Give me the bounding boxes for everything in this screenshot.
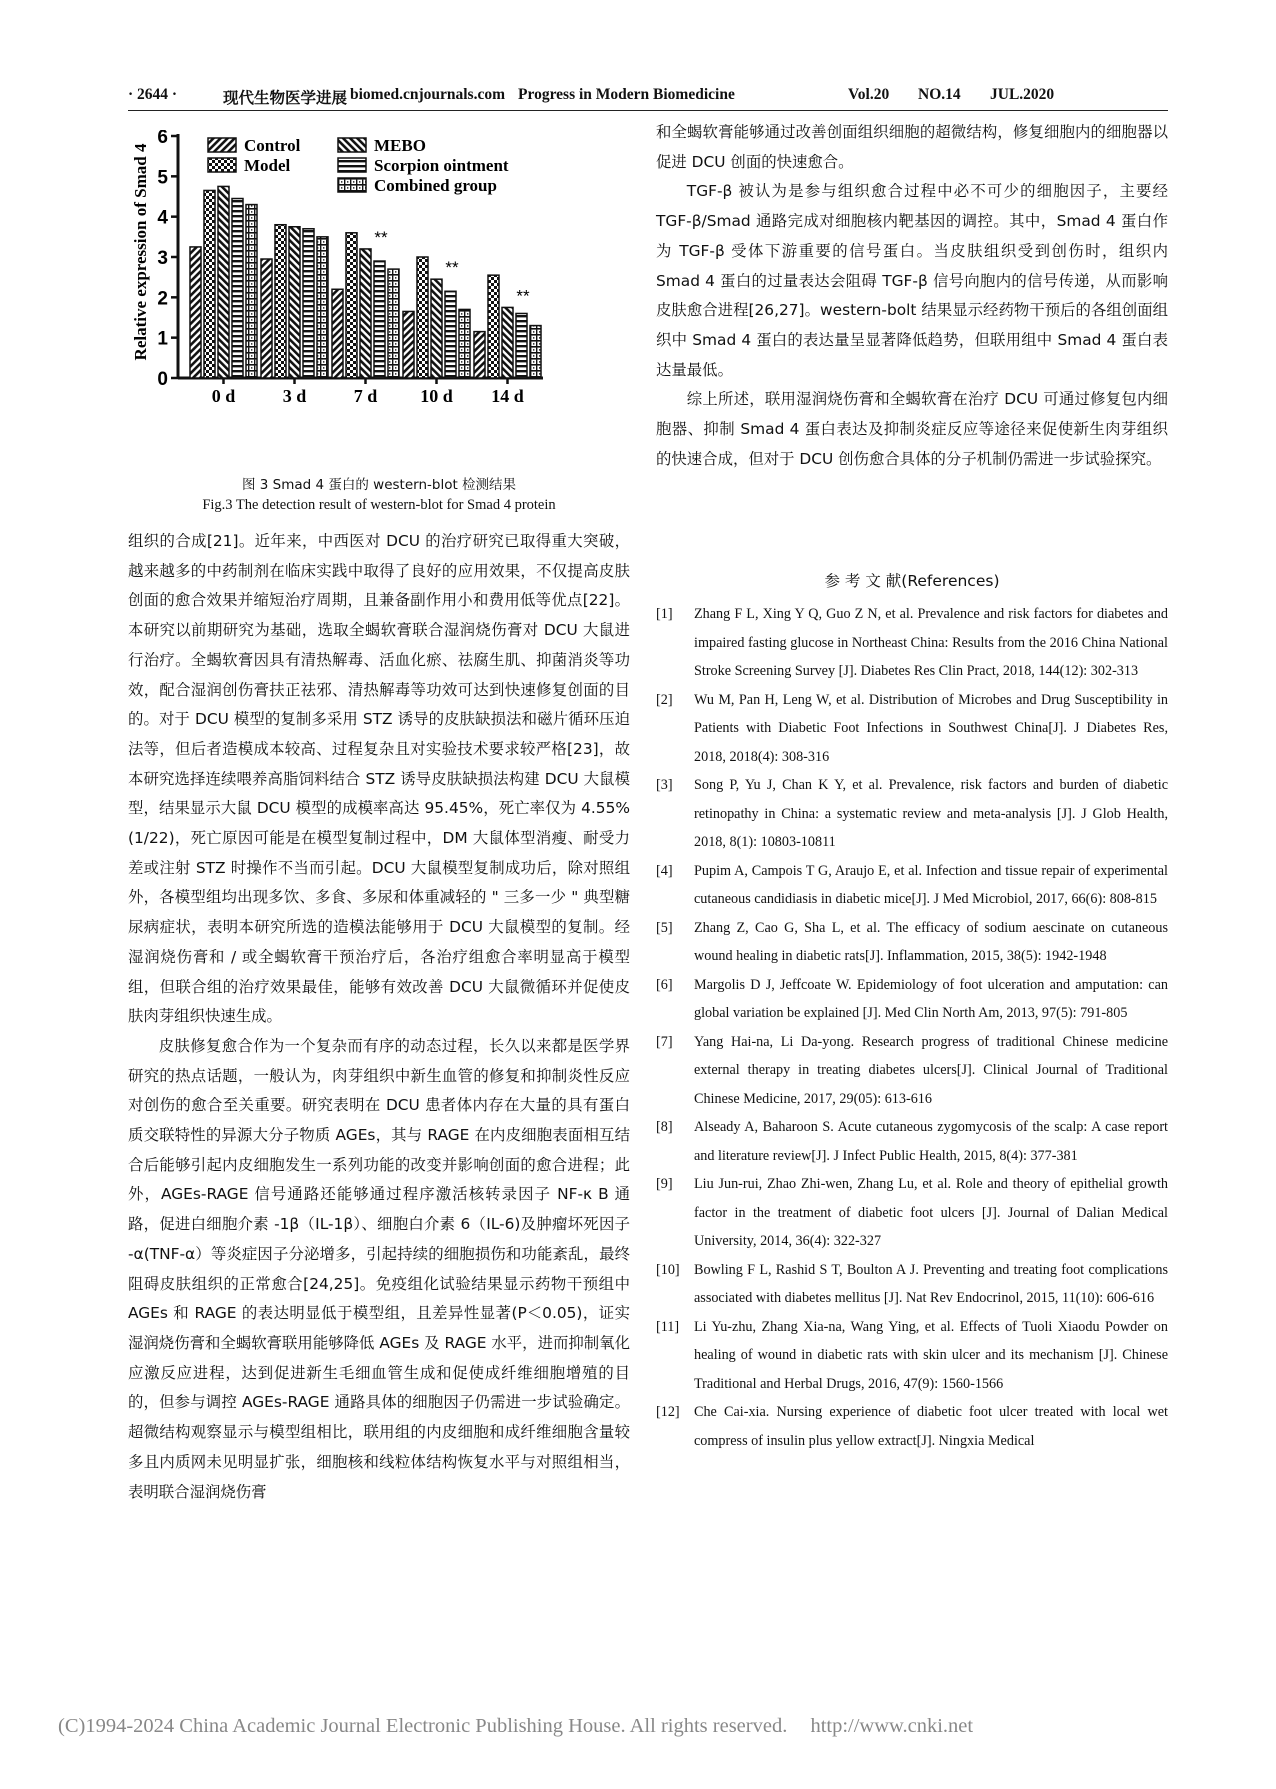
bar-mebo xyxy=(360,249,371,378)
y-tick-label: 0 xyxy=(157,369,168,390)
bar-combined-group xyxy=(246,205,257,378)
bar-mebo xyxy=(289,227,300,378)
significance-marker: ** xyxy=(374,227,388,247)
reference-text: Song P, Yu J, Chan K Y, et al. Prevalence, risk factors and burden of diabetic retinopathy in China: a systematic review and meta-analysis [J]. J Glob Health, 2018, 8(1): 10803-10811 xyxy=(694,777,1168,850)
reference-text: Alseady A, Baharoon S. Acute cutaneous zygomycosis of the scalp: A case report and literature review[J]. J Infect Public Health, 2015, 8(4): 377-381 xyxy=(694,1119,1168,1164)
reference-number: [6] xyxy=(656,976,673,993)
legend-label: MEBO xyxy=(374,136,426,155)
legend-swatch xyxy=(338,158,366,172)
reference-text: Yang Hai-na, Li Da-yong. Research progress of traditional Chinese medicine external therapy in treating diabetes ulcers[J]. Clinical Journal of Traditional Chinese Medicine, 2017, 29(05): 613-616 xyxy=(694,1033,1168,1107)
page-number: · 2644 · xyxy=(128,86,178,103)
reference-item xyxy=(656,1256,1168,1313)
journal-site: biomed.cnjournals.com xyxy=(350,86,505,103)
issue-date: JUL.2020 xyxy=(990,86,1055,103)
bar-scorpion-ointment xyxy=(232,199,243,378)
reference-item xyxy=(656,1313,1168,1399)
journal-name-cn: 现代生物医学进展 xyxy=(223,90,348,107)
reference-number: [3] xyxy=(656,777,673,793)
bar-scorpion-ointment xyxy=(374,261,385,378)
copyright-text: (C)1994-2024 China Academic Journal Electronic Publishing House. All rights reserved. xyxy=(58,1715,788,1737)
x-tick-label: 10 d xyxy=(420,386,453,406)
bar-combined-group xyxy=(317,237,328,378)
y-tick-label: 6 xyxy=(157,130,168,148)
legend-label: Combined group xyxy=(374,176,497,195)
significance-marker: ** xyxy=(445,258,459,278)
bar-mebo xyxy=(431,279,442,378)
figure-caption-cn: 图 3 Smad 4 蛋白的 western-blot 检测结果 xyxy=(241,477,517,493)
references-heading: 参 考 文 献(References) xyxy=(824,572,1000,590)
bar-control xyxy=(261,259,272,378)
bar-model xyxy=(346,233,357,378)
x-tick-label: 7 d xyxy=(353,386,378,406)
reference-number: [11] xyxy=(656,1318,680,1335)
paragraph: 和全蝎软膏能够通过改善创面组织细胞的超微结构，修复细胞内的细胞器以促进 DCU 创面的快速愈合。 xyxy=(656,123,1168,171)
bar-model xyxy=(275,225,286,378)
reference-text: Zhang Z, Cao G, Sha L, et al. The efficacy of sodium aescinate on cutaneous wound healing in diabetic rats[J]. Inflammation, 2015, 38(5): 1942-1948 xyxy=(694,919,1168,964)
reference-item xyxy=(656,1028,1168,1114)
header-rule xyxy=(128,110,1168,111)
reference-item xyxy=(656,771,1168,857)
issue: NO.14 xyxy=(918,86,961,103)
reference-item xyxy=(656,1398,1168,1455)
bar-control xyxy=(403,311,414,378)
paragraph: 组织的合成[21]。近年来，中西医对 DCU 的治疗研究已取得重大突破，越来越多的中药制剂在临床实践中取得了良好的应用效果，不仅提高皮肤创面的愈合效果并缩短治疗周期，且兼备副作用小和费用低等优点[22]。本研究以前期研究为基础，选取全蝎软膏联合湿润烧伤膏对 DCU 大鼠进行治疗。全蝎软膏因具有清热解毒、活血化瘀、祛腐生肌、抑菌消炎等功效，配合湿润创伤膏扶正祛邪、清热解毒等功效可达到快速修复创面的目的。对于 DCU 模型的复制多采用 STZ 诱导的皮肤缺损法和磁片循环压迫法等，但后者造模成本较高、过程复杂且对实验技术要求较严格[23]，故本研究选择连续喂养高脂饲料结合 STZ 诱导皮肤缺损法构建 DCU 大鼠模型，结果显示大鼠 DCU 模型的成模率高达 95.45%，死亡率仅为 4.55%(1/22)，死亡原因可能是在模型复制过程中，DM 大鼠体型消瘦、耐受力差或注射 STZ 时操作不当而引起。DCU 大鼠模型复制成功后，除对照组外，各模型组均出现多饮、多食、多尿和体重减轻的 " 三多一少 " 典型糖尿病症状，表明本研究所选的造模法能够用于 DCU 大鼠模型的复制。经湿润烧伤膏和 / 或全蝎软膏干预治疗后，各治疗组愈合率明显高于模型组，但联合组的治疗效果最佳，能够有效改善 DCU 大鼠微循环并促使皮肤肉芽组织快速生成。 xyxy=(128,532,630,1026)
x-tick-label: 14 d xyxy=(491,386,524,406)
smad4-bar-chart xyxy=(128,130,630,470)
reference-number: [8] xyxy=(656,1119,673,1135)
bar-control xyxy=(190,247,201,378)
reference-item xyxy=(656,971,1168,1028)
paragraph: 皮肤修复愈合作为一个复杂而有序的动态过程，长久以来都是医学界研究的热点话题，一般认为，肉芽组织中新生血管的修复和抑制炎性反应对创伤的愈合至关重要。研究表明在 DCU 患者体内存在大量的具有蛋白质交联特性的异源大分子物质 AGEs，其与 RAGE 在内皮细胞表面相互结合后能够引起内皮细胞发生一系列功能的改变并影响创面的愈合进程；此外，AGEs-RAGE 信号通路还能够通过程序激活核转录因子 NF-κ B 通路，促进白细胞介素 -1β（IL-1β）、细胞白介素 6（IL-6)及肿瘤坏死因子 -α(TNF-α）等炎症因子分泌增多，引起持续的细胞损伤和功能紊乱，最终阻碍皮肤组织的正常愈合[24,25]。免疫组化试验结果显示药物干预组中 AGEs 和 RAGE 的表达明显低于模型组，且差异性显著(P＜0.05)，证实湿润烧伤膏和全蝎软膏联用能够降低 AGEs 及 RAGE 水平，进而抑制氧化应激反应进程，达到促进新生毛细血管生成和促使成纤维细胞增殖的目的，但参与调控 AGEs-RAGE 通路具体的细胞因子仍需进一步试验确定。超微结构观察显示与模型组相比，联用组的内皮细胞和成纤维细胞含量较多且内质网未见明显扩张，细胞核和线粒体结构恢复水平与对照组相当，表明联合湿润烧伤膏 xyxy=(128,1036,630,1501)
legend-swatch xyxy=(338,178,366,192)
x-tick-label: 0 d xyxy=(211,386,236,406)
reference-item xyxy=(656,686,1168,772)
legend-label: Control xyxy=(244,136,301,155)
bar-combined-group xyxy=(459,309,470,378)
reference-item xyxy=(656,1113,1168,1170)
journal-name-en: Progress in Modern Biomedicine xyxy=(518,86,735,103)
bar-scorpion-ointment xyxy=(516,313,527,378)
legend-label: Scorpion ointment xyxy=(374,156,509,175)
y-tick-label: 3 xyxy=(157,248,168,269)
bar-mebo xyxy=(218,186,229,378)
copyright-footer xyxy=(58,1715,1218,1738)
bar-scorpion-ointment xyxy=(445,291,456,378)
figure-caption-en: Fig.3 The detection result of western-blot for Smad 4 protein xyxy=(202,497,556,513)
cnki-link[interactable]: http://www.cnki.net xyxy=(810,1715,974,1737)
legend-swatch xyxy=(208,138,236,152)
y-tick-label: 2 xyxy=(157,288,168,310)
reference-text: Zhang F L, Xing Y Q, Guo Z N, et al. Prevalence and risk factors for diabetes and impaired fasting glucose in Northeast China: Results from the 2016 China National Stroke Screening Survey [J]. Diabetes Res Clin Pract, 2018, 144(12): 302-313 xyxy=(694,606,1168,679)
y-tick-label: 1 xyxy=(157,328,168,350)
reference-number: [10] xyxy=(656,1261,680,1278)
reference-list xyxy=(656,600,1168,1455)
x-tick-label: 3 d xyxy=(282,386,307,406)
bar-combined-group xyxy=(388,269,399,378)
reference-number: [12] xyxy=(656,1404,680,1420)
y-axis-label: Relative expression of Smad 4 xyxy=(131,143,150,361)
reference-number: [1] xyxy=(656,606,673,622)
reference-text: Wu M, Pan H, Leng W, et al. Distribution of Microbes and Drug Susceptibility in Patients with Diabetic Foot Infections in Southwest China[J]. J Diabetes Res, 2018, 2018(4): 308-316 xyxy=(694,691,1168,765)
reference-text: Pupim A, Campois T G, Araujo E, et al. Infection and tissue repair of experimental cutaneous candidiasis in diabetic mice[J]. J Med Microbiol, 2017, 66(6): 808-815 xyxy=(694,862,1168,907)
reference-number: [9] xyxy=(656,1176,673,1192)
left-column-text xyxy=(128,527,630,1507)
legend-swatch xyxy=(208,158,236,172)
legend-label: Model xyxy=(244,156,291,175)
volume: Vol.20 xyxy=(848,86,890,103)
bar-scorpion-ointment xyxy=(303,229,314,378)
legend-swatch xyxy=(338,138,366,152)
running-header xyxy=(128,86,1168,108)
bar-control xyxy=(332,289,343,378)
reference-text: Liu Jun-rui, Zhao Zhi-wen, Zhang Lu, et al. Role and theory of epithelial growth factor in the treatment of diabetic foot ulcers [J]. Journal of Dalian Medical University, 2014, 36(4): 322-327 xyxy=(694,1176,1168,1249)
significance-marker: ** xyxy=(516,286,530,306)
bar-control xyxy=(474,332,485,378)
right-column-text xyxy=(656,118,1168,474)
reference-number: [7] xyxy=(656,1033,673,1050)
reference-number: [2] xyxy=(656,691,673,708)
bar-combined-group xyxy=(530,326,541,378)
reference-item xyxy=(656,600,1168,686)
paragraph: TGF-β 被认为是参与组织愈合过程中必不可少的细胞因子，主要经 TGF-β/Smad 通路完成对细胞核内靶基因的调控。其中，Smad 4 蛋白作为 TGF-β 受体下游重要的信号蛋白。当皮肤组织受到创伤时，组织内 Smad 4 蛋白的过量表达会阻碍 TGF-β 信号向胞内的信号传递，从而影响皮肤愈合进程[26,27]。western-bolt 结果显示经药物干预后的各组创面组织中 Smad 4 蛋白的表达量呈显著降低趋势，但联用组中 Smad 4 蛋白表达量最低。 xyxy=(656,182,1168,379)
y-tick-label: 5 xyxy=(157,167,168,189)
reference-item xyxy=(656,914,1168,971)
reference-text: Che Cai-xia. Nursing experience of diabetic foot ulcer treated with local wet compress of insulin plus yellow extract[J]. Ningxia Medical xyxy=(694,1404,1168,1449)
reference-text: Li Yu-zhu, Zhang Xia-na, Wang Ying, et al. Effects of Tuoli Xiaodu Powder on healing of wound in diabetic rats with skin ulcer and its mechanism [J]. Chinese Traditional and Herbal Drugs, 2016, 47(9): 1560-1566 xyxy=(694,1318,1168,1392)
reference-text: Bowling F L, Rashid S T, Boulton A J. Preventing and treating foot complications associated with diabetes mellitus [J]. Nat Rev Endocrinol, 2015, 11(10): 606-616 xyxy=(694,1261,1168,1306)
bar-model xyxy=(204,190,215,378)
reference-text: Margolis D J, Jeffcoate W. Epidemiology of foot ulceration and amputation: can global variation be explained [J]. Med Clin North Am, 2013, 97(5): 791-805 xyxy=(694,976,1168,1021)
y-tick-label: 4 xyxy=(157,207,168,229)
bar-model xyxy=(417,257,428,378)
reference-item xyxy=(656,1170,1168,1256)
reference-number: [5] xyxy=(656,919,673,936)
bar-model xyxy=(488,275,499,378)
reference-item xyxy=(656,857,1168,914)
bar-mebo xyxy=(502,307,513,378)
paragraph: 综上所述，联用湿润烧伤膏和全蝎软膏在治疗 DCU 可通过修复包内细胞器、抑制 Smad 4 蛋白表达及抑制炎症反应等途径来促使新生肉芽组织的快速合成，但对于 DCU 创伤愈合具体的分子机制仍需进一步试验探究。 xyxy=(656,390,1168,468)
reference-number: [4] xyxy=(656,862,673,879)
